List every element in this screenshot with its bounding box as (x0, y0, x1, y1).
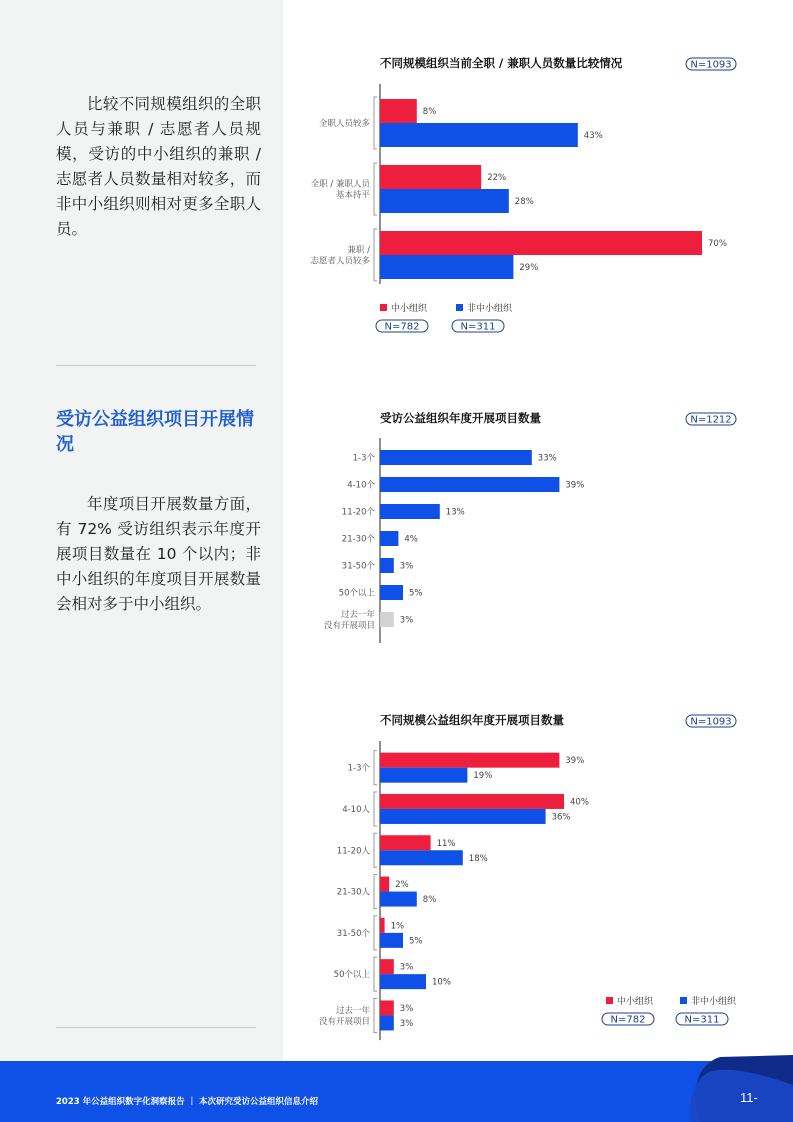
bar-非中小组织-0 (380, 123, 578, 147)
category-label-1-line-0: 4-10人 (342, 804, 370, 815)
data-label-0-2: 70% (708, 239, 727, 249)
legend-label-0: 中小组织 (391, 304, 428, 314)
data-label-0-2: 11% (436, 838, 456, 849)
intro-paragraph-staff: 比较不同规模组织的全职人员与兼职 / 志愿者人员规模，受访的中小组织的兼职 / 志愿者人员数量相对较多，而非中小组织则相对更多全职人员。 (56, 95, 261, 238)
category-label-3-line-0: 21-30个 (341, 534, 375, 545)
page-number: 11- (740, 1090, 758, 1105)
legend-swatch-1 (456, 304, 463, 311)
data-label-0-0: 33% (537, 453, 557, 464)
bar-非中小组织-1 (380, 809, 546, 824)
footer-band (0, 1055, 793, 1122)
category-bracket (374, 229, 377, 281)
data-label-0-6: 3% (399, 615, 414, 626)
bar-中小组织-1 (380, 165, 481, 189)
chart-projects-by-size-svg (290, 707, 750, 1047)
bar-中小组织-1 (380, 794, 564, 809)
category-bracket (374, 875, 377, 909)
chart-title: 不同规模组织当前全职 / 兼职人员数量比较情况 (380, 56, 623, 70)
category-bracket (374, 957, 377, 991)
bar-series-3 (380, 531, 398, 546)
category-label-6-line-0: 过去一年 (335, 1005, 370, 1016)
category-bracket (374, 998, 377, 1032)
legend-n-badge-1-text: N=311 (460, 321, 496, 333)
data-label-0-5: 5% (409, 588, 423, 599)
bar-非中小组织-4 (380, 933, 403, 948)
footer-report-title: 2023 年公益组织数字化洞察报告 ｜ 本次研究受访公益组织信息介绍 (56, 1097, 319, 1107)
category-label-3-line-0: 21-30人 (336, 887, 370, 898)
category-label-6-line-1: 没有开展项目 (323, 621, 375, 631)
chart-annual-projects (290, 405, 750, 645)
data-label-1-2: 29% (519, 263, 539, 273)
category-label-1-line-0: 全职 / 兼职人员 (310, 179, 370, 190)
data-label-0-0: 39% (565, 756, 585, 767)
bar-中小组织-2 (380, 231, 702, 255)
bar-非中小组织-2 (380, 255, 513, 279)
data-label-1-5: 10% (432, 977, 451, 988)
sample-size-badge-text: N=1093 (690, 59, 732, 71)
bar-中小组织-2 (380, 835, 431, 850)
category-bracket (374, 792, 377, 826)
legend-label-1: 非中小组织 (691, 997, 737, 1007)
bar-非中小组织-6 (380, 1015, 394, 1030)
bar-series-5 (380, 585, 403, 600)
data-label-0-3: 4% (404, 534, 418, 545)
bar-中小组织-4 (380, 918, 385, 933)
bar-中小组织-5 (380, 959, 394, 974)
bar-series-6 (380, 612, 394, 627)
bar-series-4 (380, 558, 394, 573)
bar-中小组织-0 (380, 753, 559, 768)
chart-title: 不同规模公益组织年度开展项目数量 (380, 713, 564, 727)
section-divider-top (56, 365, 256, 366)
data-label-0-1: 39% (565, 480, 585, 491)
category-label-2-line-0: 11-20人 (336, 846, 370, 857)
legend-swatch-0 (380, 304, 387, 311)
intro-paragraph-projects: 年度项目开展数量方面，有 72% 受访组织表示年度开展项目数量在 10 个以内；非中小组织的年度项目开展数量会相对多于中小组织。 (56, 495, 261, 613)
category-bracket (374, 833, 377, 867)
sample-size-badge-text: N=1212 (690, 414, 732, 426)
section-divider-bottom (56, 1027, 256, 1028)
legend-n-badge-0-text: N=782 (384, 321, 420, 333)
category-bracket (374, 916, 377, 950)
chart-annual-projects-svg (290, 405, 750, 645)
bar-非中小组织-0 (380, 768, 467, 783)
data-label-0-4: 3% (399, 561, 414, 572)
bar-非中小组织-3 (380, 892, 417, 907)
category-label-6-line-0: 过去一年 (340, 610, 375, 620)
data-label-1-1: 28% (514, 197, 534, 207)
category-label-0-line-0: 1-3个 (347, 763, 370, 774)
data-label-1-1: 36% (551, 812, 571, 823)
category-label-0-line-0: 全职人员较多 (318, 119, 370, 129)
category-label-5-line-0: 50个以上 (333, 970, 370, 981)
bar-中小组织-0 (380, 99, 417, 123)
category-label-2-line-0: 11-20个 (341, 507, 375, 518)
category-label-4-line-0: 31-50个 (341, 561, 375, 572)
legend-swatch-0 (606, 997, 613, 1004)
chart-staff-composition (290, 50, 750, 350)
category-label-5-line-0: 50个以上 (338, 588, 375, 599)
category-label-4-line-0: 31-50个 (336, 928, 370, 939)
legend-label-1: 非中小组织 (467, 304, 513, 314)
data-label-0-5: 3% (399, 962, 414, 973)
category-label-0-line-0: 1-3个 (352, 453, 375, 464)
legend-n-badge-1-text: N=311 (684, 1014, 720, 1026)
category-bracket (374, 97, 377, 149)
bar-中小组织-3 (380, 877, 389, 892)
data-label-0-1: 40% (570, 797, 589, 808)
bar-series-0 (380, 450, 532, 465)
category-label-2-line-0: 兼职 / (347, 245, 370, 256)
chart-staff-composition-svg (290, 50, 750, 350)
data-label-0-6: 3% (399, 1003, 414, 1014)
data-label-0-3: 2% (395, 880, 409, 891)
data-label-1-0: 43% (583, 131, 603, 141)
category-label-1-line-1: 基本持平 (335, 190, 370, 201)
bar-中小组织-6 (380, 1000, 394, 1015)
category-label-6-line-1: 没有开展项目 (318, 1016, 370, 1027)
bar-非中小组织-5 (380, 974, 426, 989)
category-label-2-line-1: 志愿者人员较多 (310, 256, 370, 267)
bar-series-1 (380, 477, 559, 492)
chart-title: 受访公益组织年度开展项目数量 (380, 411, 541, 425)
data-label-0-4: 1% (390, 921, 405, 932)
bar-series-2 (380, 504, 440, 519)
chart-projects-by-size (290, 707, 750, 1047)
bar-非中小组织-2 (380, 850, 463, 865)
sample-size-badge-text: N=1093 (690, 716, 732, 728)
category-bracket (374, 751, 377, 785)
section-title: 受访公益组织项目开展情况 (56, 409, 254, 455)
data-label-1-3: 8% (422, 895, 437, 906)
data-label-0-0: 8% (422, 107, 437, 117)
data-label-1-2: 18% (468, 853, 488, 864)
data-label-0-1: 22% (487, 173, 507, 183)
data-label-1-6: 3% (399, 1018, 414, 1029)
legend-swatch-1 (680, 997, 687, 1004)
data-label-1-4: 5% (409, 936, 423, 947)
category-bracket (374, 163, 377, 215)
data-label-0-2: 13% (445, 507, 465, 518)
data-label-1-0: 19% (473, 771, 493, 782)
legend-n-badge-0-text: N=782 (610, 1014, 646, 1026)
bar-非中小组织-1 (380, 189, 509, 213)
category-label-1-line-0: 4-10个 (347, 480, 375, 491)
legend-label-0: 中小组织 (617, 997, 654, 1007)
